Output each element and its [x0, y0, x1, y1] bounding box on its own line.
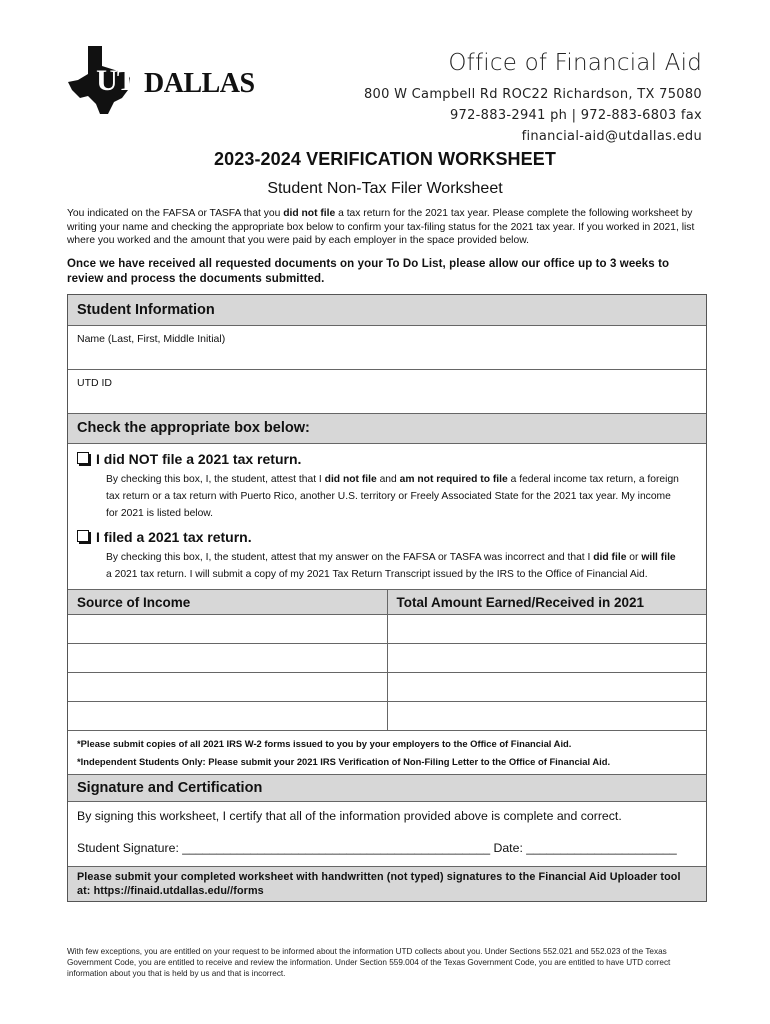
student-info-heading: Student Information	[68, 295, 706, 326]
date-label: Date:	[490, 841, 527, 855]
page-subtitle: Student Non-Tax Filer Worksheet	[267, 180, 503, 197]
did-not-file-description	[77, 471, 706, 522]
source-cell[interactable]	[68, 702, 387, 731]
ut-dallas-logo	[66, 44, 256, 118]
opt2-text-3: a 2021 tax return. I will submit a copy of my 2021 Tax Return Transcript issued by the IRS to the Office of Financial Aid.	[106, 569, 648, 580]
certification-statement: By signing this worksheet, I certify that all of the information provided above is complete and correct.	[77, 809, 622, 823]
filed-title: I filed a 2021 tax return.	[96, 529, 252, 545]
signature-line[interactable]: _____________________________________________	[182, 841, 491, 855]
amount-cell[interactable]	[387, 673, 706, 702]
table-row	[68, 673, 706, 702]
independent-note: *Independent Students Only: Please submit your 2021 IRS Verification of Non-Filing Letter to the Office of Financial Aid.	[77, 756, 611, 767]
source-cell[interactable]	[68, 673, 387, 702]
opt2-bold-1: did file	[593, 552, 627, 563]
source-cell[interactable]	[68, 615, 387, 644]
did-not-file-title: I did NOT file a 2021 tax return.	[96, 451, 302, 467]
notes-block	[68, 731, 706, 775]
source-of-income-header: Source of Income	[68, 590, 387, 615]
office-phones: 972-883-2941 ph | 972-883-6803 fax	[449, 108, 702, 123]
office-contact-block	[364, 50, 702, 147]
check-box-heading: Check the appropriate box below:	[68, 414, 706, 444]
logo-ut-text: UT	[96, 64, 136, 97]
logo-dallas-text: DALLAS	[144, 68, 255, 99]
utd-id-field[interactable]	[68, 370, 706, 414]
processing-notice: Once we have received all requested documents on your To Do List, please allow our office up to 3 weeks to review and process the documents submitted.	[67, 258, 670, 285]
option-filed	[68, 522, 706, 589]
office-title: Office of Financial Aid	[448, 50, 702, 76]
opt1-bold-2: am not required to file	[399, 474, 508, 485]
intro-bold: did not file	[283, 208, 336, 219]
filed-checkbox[interactable]	[77, 530, 89, 542]
office-address: 800 W Campbell Rd ROC22 Richardson, TX 75080	[363, 87, 702, 102]
opt2-text-1: By checking this box, I, the student, attest that my answer on the FAFSA or TASFA was incorrect and that I	[106, 552, 594, 563]
page-title: 2023-2024 VERIFICATION WORKSHEET	[214, 149, 556, 169]
w2-note: *Please submit copies of all 2021 IRS W-2 forms issued to you by your employers to the Office of Financial Aid.	[77, 738, 572, 749]
opt1-text-2: and	[376, 474, 400, 485]
privacy-footer: With few exceptions, you are entitled on your request to be informed about the information UTD collects about you. Under Sections 552.021 and 552.023 of the Texas Government Code, you are entitled to receive and review the information. Under Section 559.004 of the Texas Government Code, you are entitled to have UTD correct information about you that is held by us and that is incorrect.	[67, 947, 671, 978]
signature-heading: Signature and Certification	[68, 775, 706, 802]
name-field[interactable]	[68, 326, 706, 370]
opt2-bold-2: will file	[641, 552, 676, 563]
name-field-label: Name (Last, First, Middle Initial)	[77, 333, 226, 345]
date-line[interactable]: ______________________	[526, 841, 677, 855]
utd-id-field-label: UTD ID	[77, 377, 112, 389]
filed-description	[77, 549, 706, 583]
source-cell[interactable]	[68, 644, 387, 673]
table-row	[68, 702, 706, 731]
opt1-text-3: a federal income tax return, a foreign tax return or a tax return with Puerto Rico, another U.S. territory or Freely Associated State for the 2021 tax year. My income for 2021 is listed below.	[106, 474, 679, 519]
signature-row	[68, 830, 706, 866]
intro-text-1: You indicated on the FAFSA or TASFA that you	[67, 208, 284, 219]
intro-text-2: a tax return for the 2021 tax year. Please complete the following worksheet by writing your name and checking the appropriate box below to confirm your tax-filing status for the 2021 tax year. If you worked in 2021, list where you worked and the amount that you were paid by each employer in the space provided below.	[67, 208, 695, 246]
worksheet-form	[67, 294, 707, 902]
amount-cell[interactable]	[387, 702, 706, 731]
opt1-bold-1: did not file	[324, 474, 377, 485]
amount-cell[interactable]	[387, 644, 706, 673]
signature-label: Student Signature:	[77, 841, 183, 855]
office-email: financial-aid@utdallas.edu	[521, 129, 702, 144]
intro-paragraph	[67, 207, 705, 248]
did-not-file-checkbox[interactable]	[77, 452, 89, 464]
income-table	[68, 589, 706, 731]
table-row	[68, 644, 706, 673]
table-row	[68, 615, 706, 644]
opt2-text-2: or	[626, 552, 642, 563]
total-amount-header: Total Amount Earned/Received in 2021	[387, 590, 706, 615]
option-did-not-file	[68, 444, 706, 522]
amount-cell[interactable]	[387, 615, 706, 644]
opt1-text-1: By checking this box, I, the student, attest that I	[106, 474, 325, 485]
page-header	[0, 0, 770, 145]
submit-instructions: Please submit your completed worksheet with handwritten (not typed) signatures to the Financial Aid Uploader tool at: https://finaid.utdallas.edu//forms	[68, 866, 706, 901]
